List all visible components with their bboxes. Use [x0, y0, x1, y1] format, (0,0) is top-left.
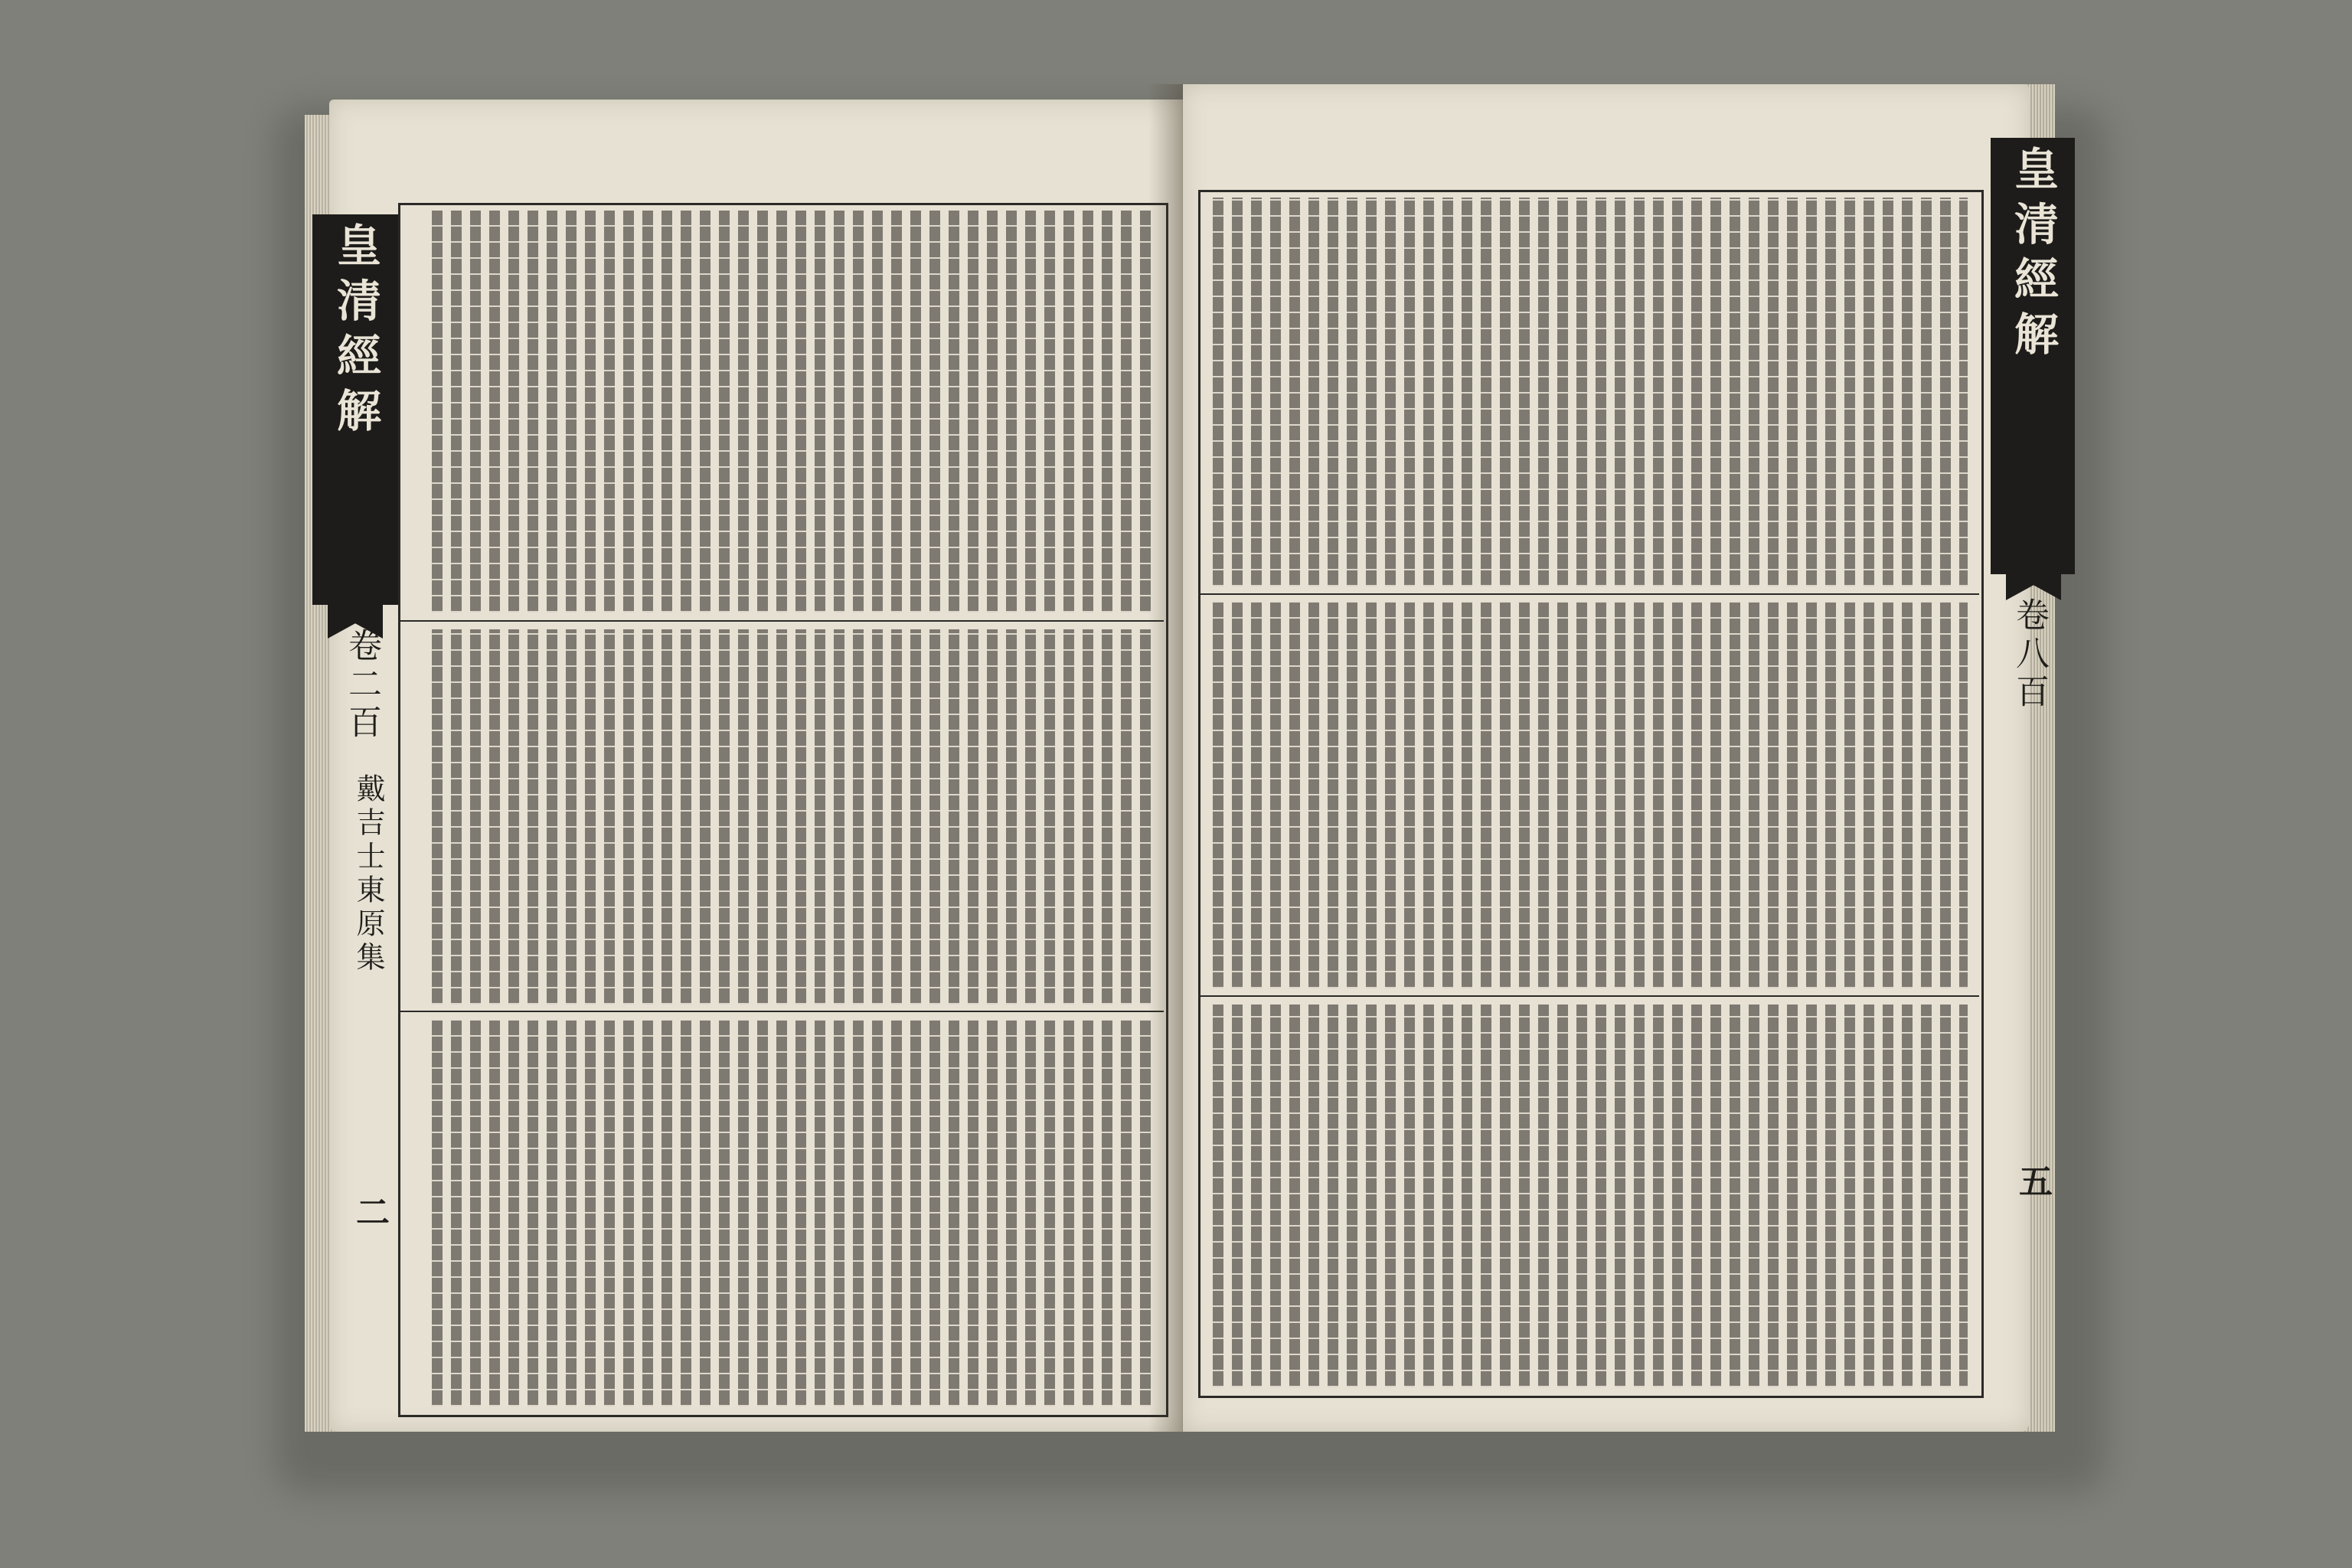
left-text-block-top	[429, 211, 1152, 612]
right-running-title-text: 皇清經解	[2007, 145, 2059, 366]
right-text-block-middle	[1210, 602, 1968, 988]
left-running-title-text: 皇清經解	[329, 222, 381, 443]
right-running-title	[1991, 138, 2075, 574]
left-running-title	[312, 214, 398, 605]
left-page-divider-2	[398, 1011, 1164, 1012]
right-text-block-bottom	[1210, 1004, 1968, 1387]
right-page-divider-2	[1198, 995, 1979, 997]
left-source-label: 戴吉士東原集	[351, 773, 385, 975]
right-text-block-top	[1210, 198, 1968, 586]
left-page-divider-1	[398, 620, 1164, 622]
left-text-block-middle	[429, 629, 1152, 1004]
left-text-block-bottom	[429, 1020, 1152, 1406]
left-volume-marker: 卷二百	[342, 628, 381, 743]
left-page-number: 二	[350, 1194, 389, 1233]
right-page-divider-1	[1198, 593, 1979, 595]
right-volume-marker: 卷八百	[2010, 597, 2049, 712]
right-page-number: 五	[2013, 1164, 2052, 1202]
